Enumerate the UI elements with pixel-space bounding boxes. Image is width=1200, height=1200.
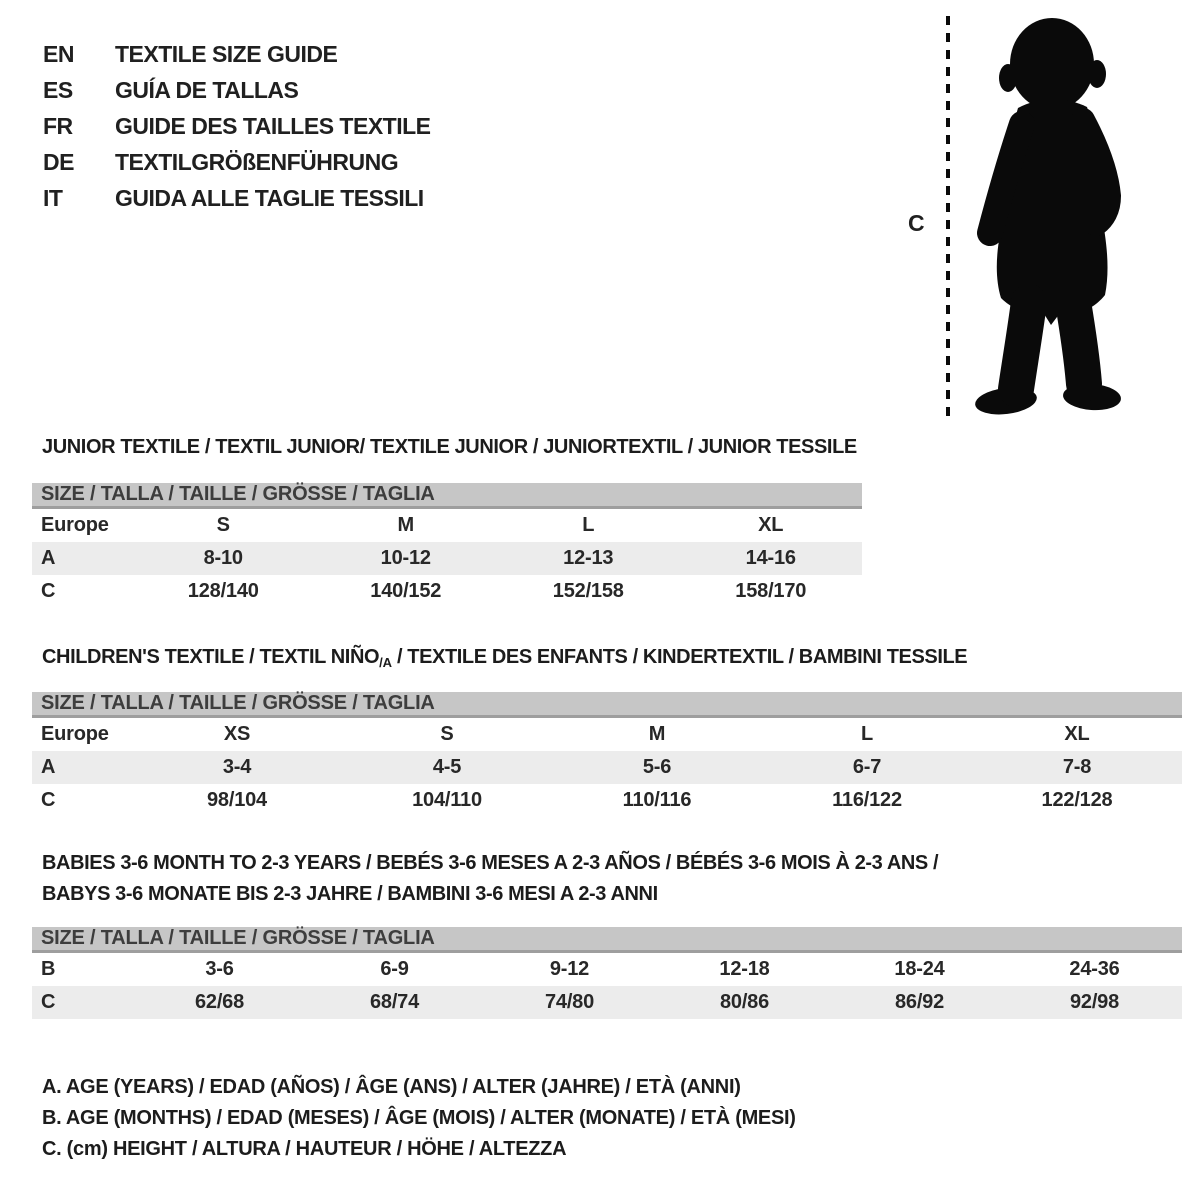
size-cell: M <box>397 514 414 536</box>
language-row-de <box>43 144 431 180</box>
age-cell: 10-12 <box>380 547 431 569</box>
height-measure-dashed-line <box>944 16 952 418</box>
junior-section-title: JUNIOR TEXTILE / TEXTIL JUNIOR/ TEXTILE JUNIOR / JUNIORTEXTIL / JUNIOR TESSILE <box>42 436 857 458</box>
row-label: A <box>41 756 56 778</box>
age-cell: 14-16 <box>745 547 796 569</box>
table-row-height <box>32 986 1182 1019</box>
height-cell: 128/140 <box>187 580 259 602</box>
language-row-en <box>43 36 431 72</box>
size-cell: XS <box>223 723 251 745</box>
table-row-age <box>32 542 862 575</box>
age-cell: 6-7 <box>852 756 882 778</box>
language-title: TEXTILGRÖßENFÜHRUNG <box>115 148 399 175</box>
size-cell: L <box>582 514 595 536</box>
toddler-silhouette <box>960 12 1142 420</box>
row-label: C <box>41 580 56 602</box>
table-row-age <box>32 751 1182 784</box>
babies-section-title-line1: BABIES 3-6 MONTH TO 2-3 YEARS / BEBÉS 3-6 MESES A 2-3 AÑOS / BÉBÉS 3-6 MOIS À 2-3 ANS / <box>42 852 939 874</box>
language-code: EN <box>43 40 74 67</box>
language-title: GUÍA DE TALLAS <box>115 76 299 103</box>
age-cell: 3-4 <box>222 756 252 778</box>
language-code: IT <box>43 184 63 211</box>
children-section-title <box>42 646 967 669</box>
age-cell: 4-5 <box>432 756 462 778</box>
height-cell: 152/158 <box>552 580 624 602</box>
size-cell: S <box>440 723 454 745</box>
height-cell: 158/170 <box>735 580 807 602</box>
size-header-bar: SIZE / TALLA / TAILLE / GRÖSSE / TAGLIA <box>32 483 862 509</box>
age-cell: 24-36 <box>1069 958 1120 980</box>
footnote-height-cm: C. (cm) HEIGHT / ALTURA / HAUTEUR / HÖHE / ALTEZZA <box>42 1138 567 1160</box>
language-title: GUIDE DES TAILLES TEXTILE <box>115 112 431 139</box>
language-header <box>43 36 431 216</box>
size-cell: XL <box>758 514 784 536</box>
language-row-it <box>43 180 431 216</box>
table-row-height <box>32 575 862 608</box>
footnote-age-months: B. AGE (MONTHS) / EDAD (MESES) / ÂGE (MOIS) / ALTER (MONATE) / ETÀ (MESI) <box>42 1107 796 1129</box>
babies-size-table <box>32 927 1182 1019</box>
children-title-suffix: / TEXTILE DES ENFANTS / KINDERTEXTIL / BAMBINI TESSILE <box>391 646 968 668</box>
height-cell: 98/104 <box>207 789 267 811</box>
language-code: FR <box>43 112 73 139</box>
row-label: C <box>41 991 56 1013</box>
age-cell: 7-8 <box>1062 756 1092 778</box>
height-cell: 110/116 <box>622 789 692 811</box>
height-cell: 122/128 <box>1041 789 1113 811</box>
size-cell: M <box>648 723 666 745</box>
table-row-age-months <box>32 953 1182 986</box>
age-cell: 5-6 <box>642 756 672 778</box>
size-cell: L <box>860 723 874 745</box>
height-cell: 104/110 <box>412 789 482 811</box>
height-cell: 62/68 <box>194 991 245 1013</box>
size-header-bar: SIZE / TALLA / TAILLE / GRÖSSE / TAGLIA <box>32 927 1182 953</box>
language-code: ES <box>43 76 73 103</box>
height-cell: 92/98 <box>1069 991 1120 1013</box>
footnote-age-years: A. AGE (YEARS) / EDAD (AÑOS) / ÂGE (ANS) / ALTER (JAHRE) / ETÀ (ANNI) <box>42 1076 741 1098</box>
height-cell: 80/86 <box>719 991 770 1013</box>
language-title: GUIDA ALLE TAGLIE TESSILI <box>115 184 424 211</box>
height-cell: 86/92 <box>894 991 945 1013</box>
age-cell: 8-10 <box>203 547 243 569</box>
age-cell: 9-12 <box>549 958 590 980</box>
size-cell: S <box>216 514 230 536</box>
table-row-height <box>32 784 1182 817</box>
children-title-prefix: CHILDREN'S TEXTILE / TEXTIL NIÑO <box>42 646 380 668</box>
size-header-bar: SIZE / TALLA / TAILLE / GRÖSSE / TAGLIA <box>32 692 1182 718</box>
row-label: A <box>41 547 56 569</box>
babies-section-title-line2: BABYS 3-6 MONATE BIS 2-3 JAHRE / BAMBINI 3-6 MESI A 2-3 ANNI <box>42 883 658 905</box>
size-cell: XL <box>1064 723 1090 745</box>
table-row-europe <box>32 718 1182 751</box>
row-label: Europe <box>41 514 109 536</box>
age-cell: 12-18 <box>719 958 770 980</box>
row-label: B <box>41 958 56 980</box>
table-row-europe <box>32 509 862 542</box>
language-title: TEXTILE SIZE GUIDE <box>115 40 338 67</box>
height-cell: 68/74 <box>369 991 420 1013</box>
age-cell: 3-6 <box>205 958 234 980</box>
age-cell: 18-24 <box>894 958 945 980</box>
junior-size-table <box>32 483 862 608</box>
children-size-table <box>32 692 1182 817</box>
language-row-fr <box>43 108 431 144</box>
age-cell: 12-13 <box>563 547 614 569</box>
height-cell: 74/80 <box>544 991 595 1013</box>
row-label: C <box>41 789 56 811</box>
language-row-es <box>43 72 431 108</box>
language-code: DE <box>43 148 74 175</box>
children-title-subscript: /A <box>379 655 392 670</box>
height-measure-label: C <box>908 210 925 236</box>
height-cell: 116/122 <box>832 789 902 811</box>
height-cell: 140/152 <box>370 580 442 602</box>
age-cell: 6-9 <box>380 958 409 980</box>
row-label: Europe <box>41 723 109 745</box>
